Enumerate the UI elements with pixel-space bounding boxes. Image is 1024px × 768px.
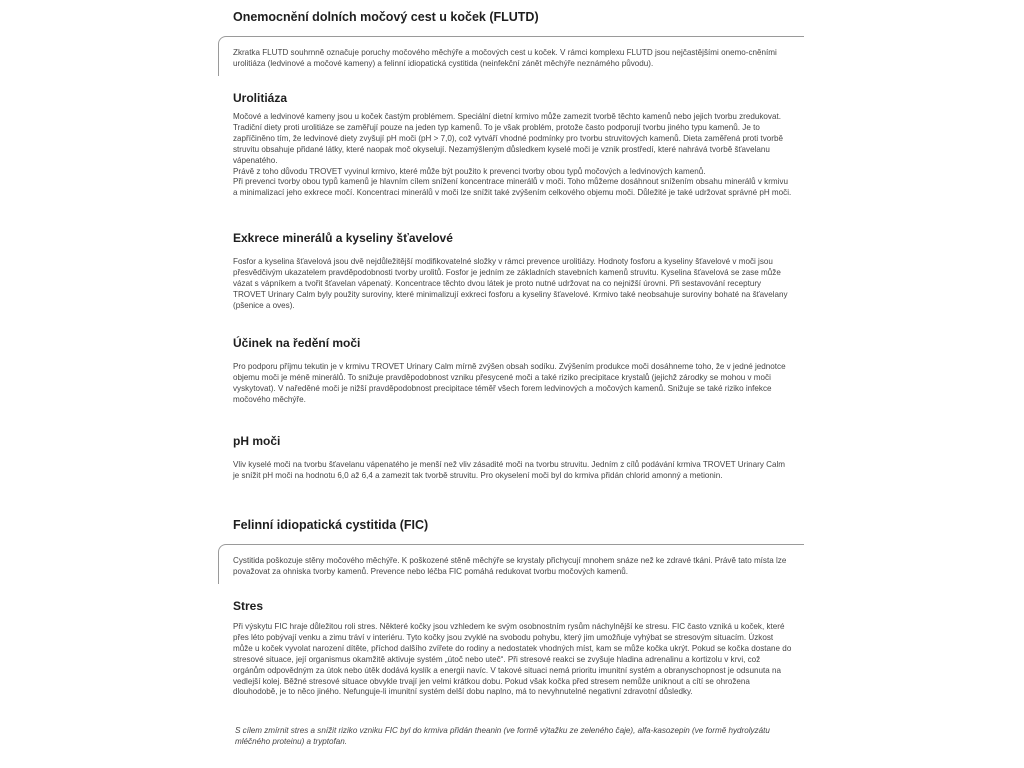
exkrece-text: Fosfor a kyselina šťavelová jsou dvě nejdůležitější modifikovatelné složky v rámci prevence urolitiázy. Hodnoty fosforu a kyseliny šťavelové v moči jsou přesvědčivým ukazatelem pravděpodobnosti tvorby urolitů. Fosfor je jedním ze základních stavebních kamenů struvitu. Kyselina šťavelová se zase může vázat s vápníkem a tvořit šťavelan vápenatý. Koncentrace těchto dvou látek je proto nutné udržovat na co nejnižší úrovni. Při sestavování receptury TROVET Urinary Calm byly použity suroviny, které minimalizují exkreci fosforu a kyseliny šťavelové. Krmivo také neobsahuje suroviny bohaté na šťavelany (pšenice a oves). — [233, 257, 788, 310]
fic-intro-text: Cystitida poškozuje stěny močového měchýře. K poškozené stěně měchýře se krystaly přichycují mnohem snáze než ke zdravé tkáni. Právě tato místa lze považovat za ohniska tvorby kamenů. Prevence nebo léčba FIC pomáhá redukovat tvorbu močových kamenů. — [233, 556, 787, 576]
stres-note-box — [235, 726, 795, 748]
ph-title: pH moči — [233, 434, 281, 448]
urolitiaza-body — [233, 112, 793, 199]
urolitiaza-text-3: Při prevenci tvorby obou typů kamenů je hlavním cílem snížení koncentrace minerálů v moči. Toho můžeme dosáhnout snížením obsahu minerálů v krmivu a minimalizací jeho exkrece močí. Koncentraci minerálů v moči lze snížit také zvýšením celkového objemu moči. Důležité je také udržovat správné pH moči. — [233, 177, 792, 198]
stres-title: Stres — [233, 599, 264, 613]
flutd-title: Onemocnění dolních močový cest u koček (FLUTD) — [233, 10, 539, 24]
ph-text: Vliv kyselé moči na tvorbu šťavelanu vápenatého je menší než vliv zásadité moči na tvorbu struvitu. Jedním z cílů podávání krmiva TROVET Urinary Calm je snížit pH moči na hodnotu 6,0 až 6,4 a zamezit tak tvorbě struvitu. Pro okyselení moči byl do krmiva přidán chlorid amonný a metionin. — [233, 460, 785, 480]
flutd-intro-text: Zkratka FLUTD souhrnně označuje poruchy močového měchýře a močových cest u koček. V rámci komplexu FLUTD jsou nejčastějšími onemo-cněními urolitiáza (ledvinové a močové kameny) a felinní idiopatická cystitida (neinfekční zánět měchýře neznámého původu). — [233, 48, 777, 68]
exkrece-title: Exkrece minerálů a kyseliny šťavelové — [233, 231, 453, 245]
rdeni-text: Pro podporu příjmu tekutin je v krmivu TROVET Urinary Calm mírně zvýšen obsah sodíku. Zvýšením produkce moči dosáhneme toho, že v jedné jednotce objemu moči je méně minerálů. To snižuje pravděpodobnost vzniku přesycené moči a také riziko precipitace krystalů (jejichž zárodky se mohou v moči vyskytovat). V naředěné moči je nižší pravděpodobnost precipitace téměř všech forem ledvinových a močových kamenů. Snižuje se také riziko infekce močového měchýře. — [233, 362, 786, 404]
stres-note: S cílem zmírnit stres a snížit riziko vzniku FIC byl do krmiva přidán theanin (ve formě výtažku ze zeleného čaje), alfa-kasozepin (ve formě hydrolyzátu mléčného proteinu) a tryptofan. — [235, 726, 770, 746]
stres-text: Při výskytu FIC hraje důležitou roli stres. Některé kočky jsou vzhledem ke svým osobnostním rysům náchylnější ke stresu. FIC často vzniká u koček, které přes léto pobývají venku a zimu tráví v interiéru. Tyto kočky jsou zvyklé na svobodu pohybu, který jim umožňuje vyhýbat se stresovým situacím. Úzkost může u koček vyvolat narození dítěte, příchod dalšího zvířete do rodiny a nedostatek vhodných míst, kam se může kočka ukrýt. Pokud se kočka dostane do stresové situace, její organismus okamžitě aktivuje systém „útoč nebo uteč“. Při stresové reakci se zvyšuje hladina adrenalinu a kortizolu v krvi, což orgánům odpovědným za útok nebo útěk dodává kyslík a energii navíc. V takové situaci nemá prioritu imunitní systém a obranyschopnost je odsunuta na vedlejší kolej. Běžné stresové situace obvykle trvají jen velmi krátkou dobu. Pokud však kočka před stresem nemůže uniknout a cítí se ohrožena dlouhodobě, je to něco jiného. Nefunguje-li imunitní systém delší dobu naplno, má to nevyhnutelné negativní zdravotní důsledky. — [233, 622, 792, 697]
rdeni-body — [233, 362, 793, 406]
exkrece-body — [233, 257, 793, 312]
urolitiaza-title: Urolitiáza — [233, 91, 288, 105]
fic-intro-box — [218, 544, 804, 586]
urolitiaza-text-2: Právě z toho důvodu TROVET vyvinul krmivo, které může být použito k prevenci tvorby obou typů močových a ledvinových kamenů. — [233, 166, 706, 176]
stres-body — [233, 622, 793, 698]
fic-title: Felinní idiopatická cystitida (FIC) — [233, 518, 429, 532]
flutd-intro-box — [218, 36, 804, 78]
ph-body — [233, 460, 793, 482]
urolitiaza-text: Močové a ledvinové kameny jsou u koček častým problémem. Speciální dietní krmivo může zamezit tvorbě těchto kamenů nebo jejich tvorbu zredukovat. Tradiční diety proti urolitiáze se zaměřují pouze na jeden typ kamenů. To je však problém, protože často podporují tvorbu jiného typu kamenů. Je to zapříčiněno tím, že ledvinové diety zvyšují pH moči (pH > 7,0), což vytváří vhodné podmínky pro tvorbu struvitových kamenů. Dieta zaměřená proti tvorbě struvitu obsahuje přidané látky, které naopak moč okyselují. Nezamýšleným důsledkem kyselé moči je vznik prostředí, které nahrává tvorbě šťavelanu vápenatého. — [233, 112, 783, 165]
rdeni-title: Účinek na ředění moči — [233, 336, 361, 350]
